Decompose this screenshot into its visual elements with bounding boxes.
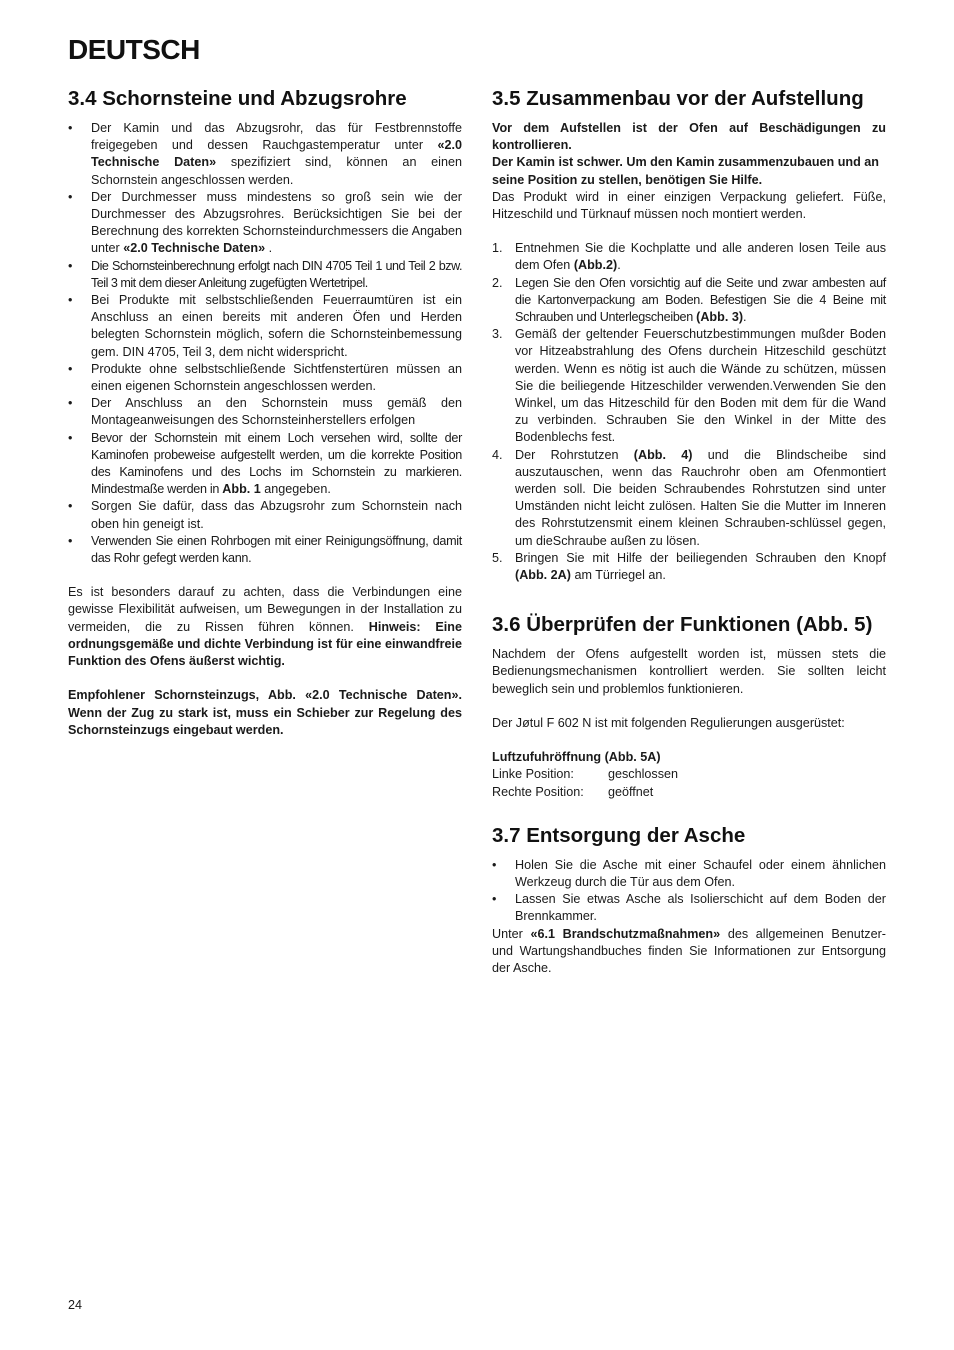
bullet-marker: • bbox=[68, 258, 73, 273]
list-item: • Produkte ohne selbstschließende Sichtfenstertüren müssen an einen eigenen Schornstein angeschlossen werden. bbox=[68, 361, 462, 394]
list-item: • Holen Sie die Asche mit einer Schaufel oder einem ähnlichen Werkzeug durch die Tür aus dem Ofen. bbox=[492, 857, 886, 889]
position-row-left: Linke Position: geschlossen bbox=[492, 767, 679, 782]
list-item: 5. Bringen Sie mit Hilfe der beiliegenden Schrauben den Knopf (Abb. 2A) am Türriegel an. bbox=[492, 550, 886, 583]
list-item: 3. Gemäß der geltender Feuerschutzbestimmungen mußder Boden vor Hitzeabstrahlung des Ofens durchein Hitzeschild geschützt werden. Wenn es nötig ist auch die Wände zu schützen, müssen Sie die beiliegende Hitzeschilder verwenden.Verwenden Sie den Winkel, um das Hitzeschild für den Boden mit dem für die Wand zu verbinden. Schrauben Sie den Winkel in der Mitte des Bodenblechs fest. bbox=[492, 327, 886, 445]
list-item: • Sorgen Sie dafür, dass das Abzugsrohr zum Schornstein nach oben hin geneigt ist. bbox=[68, 499, 462, 531]
ash-disposal-list bbox=[492, 857, 886, 926]
heavy-warning-note: Der Kamin ist schwer. Um den Kamin zusammenzubauen und an seine Position zu stellen, benötigen Sie Hilfe. bbox=[492, 155, 879, 187]
bullet-marker: • bbox=[68, 396, 73, 411]
regulation-intro: Der Jøtul F 602 N ist mit folgenden Regulierungen ausgerüstet: bbox=[492, 715, 845, 730]
list-item: • Lassen Sie etwas Asche als Isolierschicht auf dem Boden der Brennkammer. bbox=[492, 892, 886, 924]
list-item: • Die Schornsteinberechnung erfolgt nach DIN 4705 Teil 1 und Teil 2 bzw. Teil 3 mit dem dieser Anleitung zugefügten Wertetripel. bbox=[68, 258, 462, 290]
bullet-marker: • bbox=[68, 361, 73, 376]
bullet-marker: • bbox=[492, 857, 497, 872]
section-title-3-4: 3.4 Schornsteine und Abzugsrohre bbox=[68, 87, 407, 110]
page-number: 24 bbox=[68, 1298, 83, 1312]
section-title-3-5: 3.5 Zusammenbau vor der Aufstellung bbox=[492, 87, 864, 110]
packaging-intro: Das Produkt wird in einer einzigen Verpackung geliefert. Füße, Hitzeschild und Türknauf müssen noch montiert werden. bbox=[492, 189, 886, 222]
bullet-marker: • bbox=[68, 499, 73, 514]
function-check-paragraph: Nachdem der Ofens aufgestellt worden ist, müssen stets die Bedienungsmechanismen kontrolliert werden. Sie sollten leicht beweglich sein und problemlos funktionieren. bbox=[492, 647, 886, 696]
list-item: • Der Kamin und das Abzugsrohr, das für Festbrennstoffe freigegeben und dessen Rauchgastemperatur unter «2.0 Technische Daten» spezifiziert sind, können an einen Schornstein angeschlossen werden. bbox=[68, 121, 462, 187]
section-title-3-6: 3.6 Überprüfen der Funktionen (Abb. 5) bbox=[492, 613, 873, 637]
assembly-steps-list bbox=[492, 240, 886, 584]
list-item: • Verwenden Sie einen Rohrbogen mit einer Reinigungsöffnung, damit das Rohr gefegt werden kann. bbox=[68, 533, 462, 566]
section-title-3-7: 3.7 Entsorgung der Asche bbox=[492, 823, 746, 847]
list-item: • Bei Produkte mit selbstschließenden Feuerraumtüren ist ein Anschluss an einen bereits mit anderen Öfen und Herden belegten Schornstein möglich, sofern die Schornsteinbemessung gem. DIN 4705, Teil 3, dem nicht widerspricht. bbox=[68, 293, 462, 359]
page-header-language: DEUTSCH bbox=[68, 34, 200, 65]
list-item: • Bevor der Schornstein mit einem Loch versehen wird, sollte der Kaminofen probeweise aufgestellt werden, um die korrekte Position des Kaminofens und des Lochs im Schornstein zu markieren. Mindestmaße werden in Abb. 1 angegeben. bbox=[68, 430, 462, 497]
bullet-marker: • bbox=[68, 189, 73, 204]
bullet-marker: • bbox=[68, 430, 73, 445]
chimney-draft-note: Empfohlener Schornsteinzugs, Abb. «2.0 Technische Daten». Wenn der Zug zu stark ist, muss ein Schieber zur Regelung des Schornsteinzugs eingebaut werden. bbox=[68, 688, 462, 737]
list-item: 2. Legen Sie den Ofen vorsichtig auf die Seite und zwar ambesten auf die Kartonverpackung am Boden. Befestigen Sie die 4 Beine mit Schrauben und Unterlegscheiben (Abb. 3). bbox=[492, 275, 886, 325]
list-item: 1. Entnehmen Sie die Kochplatte und alle anderen losen Teile aus dem Ofen (Abb.2). bbox=[492, 241, 886, 273]
list-item: 4. Der Rohrstutzen (Abb. 4) und die Blindscheibe sind auszutauschen, wenn das Rauchrohr oben am Ofenmontiert werden soll. Die beiden Schraubendes Rohrstutzen sind unter Umständen nicht leicht zulösen. Halten Sie die Mutter im Inneren des Rohrstutzensmit einem kleinen Schrauben-schlüssel gegen, um dieSchraube außen zu lösen. bbox=[492, 447, 886, 548]
air-intake-heading: Luftzufuhröffnung (Abb. 5A) bbox=[492, 750, 661, 765]
bullet-marker: • bbox=[68, 293, 73, 308]
right-column bbox=[492, 86, 886, 977]
flexibility-paragraph: Es ist besonders darauf zu achten, dass die Verbindungen eine gewisse Flexibilität aufweisen, um Bewegungen in der Installation zu vermeiden, die zu Rissen führen können. Hinweis: Eine ordnungsgemäße und dichte Verbindung ist für eine einwandfreie Funktion des Ofens äußerst wichtig. bbox=[68, 585, 462, 669]
list-item: • Der Durchmesser muss mindestens so groß sein wie der Durchmesser des Abzugsrohres. Berücksichtigen Sie bei der Berechnung des korrekten Schornsteindurchmessers die Angaben unter «2.0 Technische Daten» . bbox=[68, 189, 462, 256]
bullet-marker: • bbox=[492, 892, 497, 907]
chimney-requirements-list bbox=[68, 120, 462, 567]
bullet-marker: • bbox=[68, 533, 73, 548]
bullet-marker: • bbox=[68, 121, 73, 135]
left-column bbox=[68, 86, 462, 739]
position-row-right: Rechte Position: geöffnet bbox=[492, 784, 654, 799]
list-item: • Der Anschluss an den Schornstein muss gemäß den Montageanweisungen des Schornsteinherstellers erfolgen bbox=[68, 396, 462, 428]
ash-disposal-reference: Unter «6.1 Brandschutzmaßnahmen» des allgemeinen Benutzer- und Wartungshandbuches finden Sie Informationen zur Entsorgung der Asche. bbox=[492, 926, 886, 975]
damage-check-note: Vor dem Aufstellen ist der Ofen auf Beschädigungen zu kontrollieren. bbox=[492, 121, 886, 153]
